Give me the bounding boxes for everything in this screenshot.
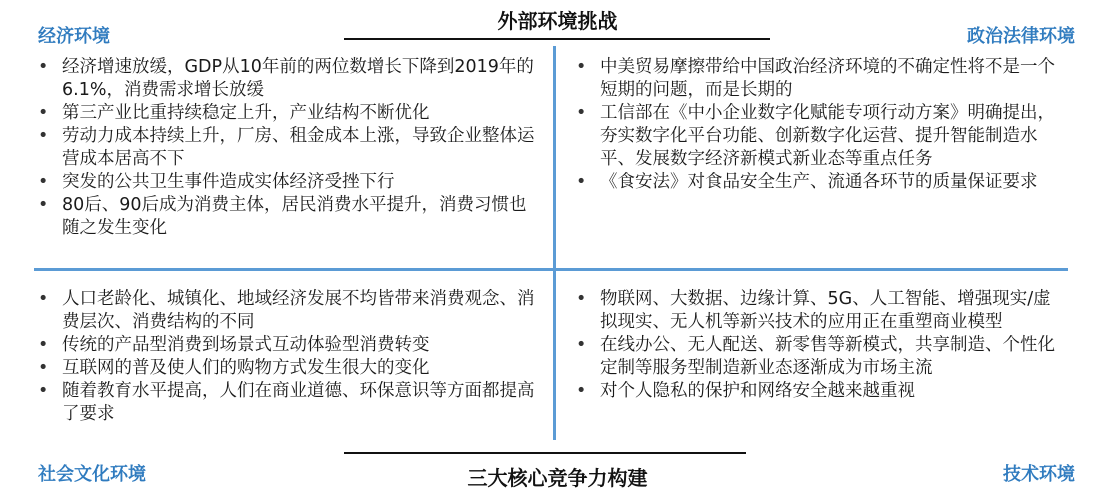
quadrant-political-legal <box>572 56 1068 194</box>
label-political-legal: 政治法律环境 <box>967 26 1075 47</box>
horizontal-divider <box>34 268 1068 271</box>
list-item: • 经济增速放缓，GDP从10年前的两位数增长下降到2019年的6.1%，消费需求增长放缓 <box>34 56 544 102</box>
page-subtitle: 三大核心竞争力构建 <box>467 466 648 490</box>
list-item: • 80后、90后成为消费主体，居民消费水平提升，消费习惯也随之发生变化 <box>34 194 544 240</box>
label-economic: 经济环境 <box>38 26 110 47</box>
list-item: • 物联网、大数据、边缘计算、5G、人工智能、增强现实/虚拟现实、无人机等新兴技术的应用正在重塑商业模型 <box>572 288 1068 334</box>
subtitle-overline <box>344 452 746 454</box>
list-item: • 在线办公、无人配送、新零售等新模式，共享制造、个性化定制等服务型制造新业态逐渐成为市场主流 <box>572 334 1068 380</box>
quadrant-economic <box>34 56 544 240</box>
list-item: • 互联网的普及使人们的购物方式发生很大的变化 <box>34 357 544 380</box>
quadrant-social-cultural <box>34 288 544 426</box>
list-item: • 对个人隐私的保护和网络安全越来越重视 <box>572 380 1068 403</box>
list-item: • 工信部在《中小企业数字化赋能专项行动方案》明确提出，夯实数字化平台功能、创新数字化运营、提升智能制造水平、发展数字经济新模式新业态等重点任务 <box>572 102 1068 171</box>
list-item: • 传统的产品型消费到场景式互动体验型消费转变 <box>34 334 544 357</box>
list-item: • 劳动力成本持续上升，厂房、租金成本上涨，导致企业整体运营成本居高不下 <box>34 125 544 171</box>
label-technology: 技术环境 <box>1003 464 1075 485</box>
list-item: • 第三产业比重持续稳定上升，产业结构不断优化 <box>34 102 544 125</box>
list-item: • 突发的公共卫生事件造成实体经济受挫下行 <box>34 171 544 194</box>
title-underline <box>344 38 770 40</box>
vertical-divider <box>553 46 556 440</box>
quadrant-technology <box>572 288 1068 403</box>
list-item: • 随着教育水平提高，人们在商业道德、环保意识等方面都提高了要求 <box>34 380 544 426</box>
list-item: • 中美贸易摩擦带给中国政治经济环境的不确定性将不是一个短期的问题，而是长期的 <box>572 56 1068 102</box>
page-title: 外部环境挑战 <box>497 9 618 33</box>
list-item: • 《食安法》对食品安全生产、流通各环节的质量保证要求 <box>572 171 1068 194</box>
label-social-cultural: 社会文化环境 <box>38 464 146 485</box>
list-item: • 人口老龄化、城镇化、地域经济发展不均皆带来消费观念、消费层次、消费结构的不同 <box>34 288 544 334</box>
